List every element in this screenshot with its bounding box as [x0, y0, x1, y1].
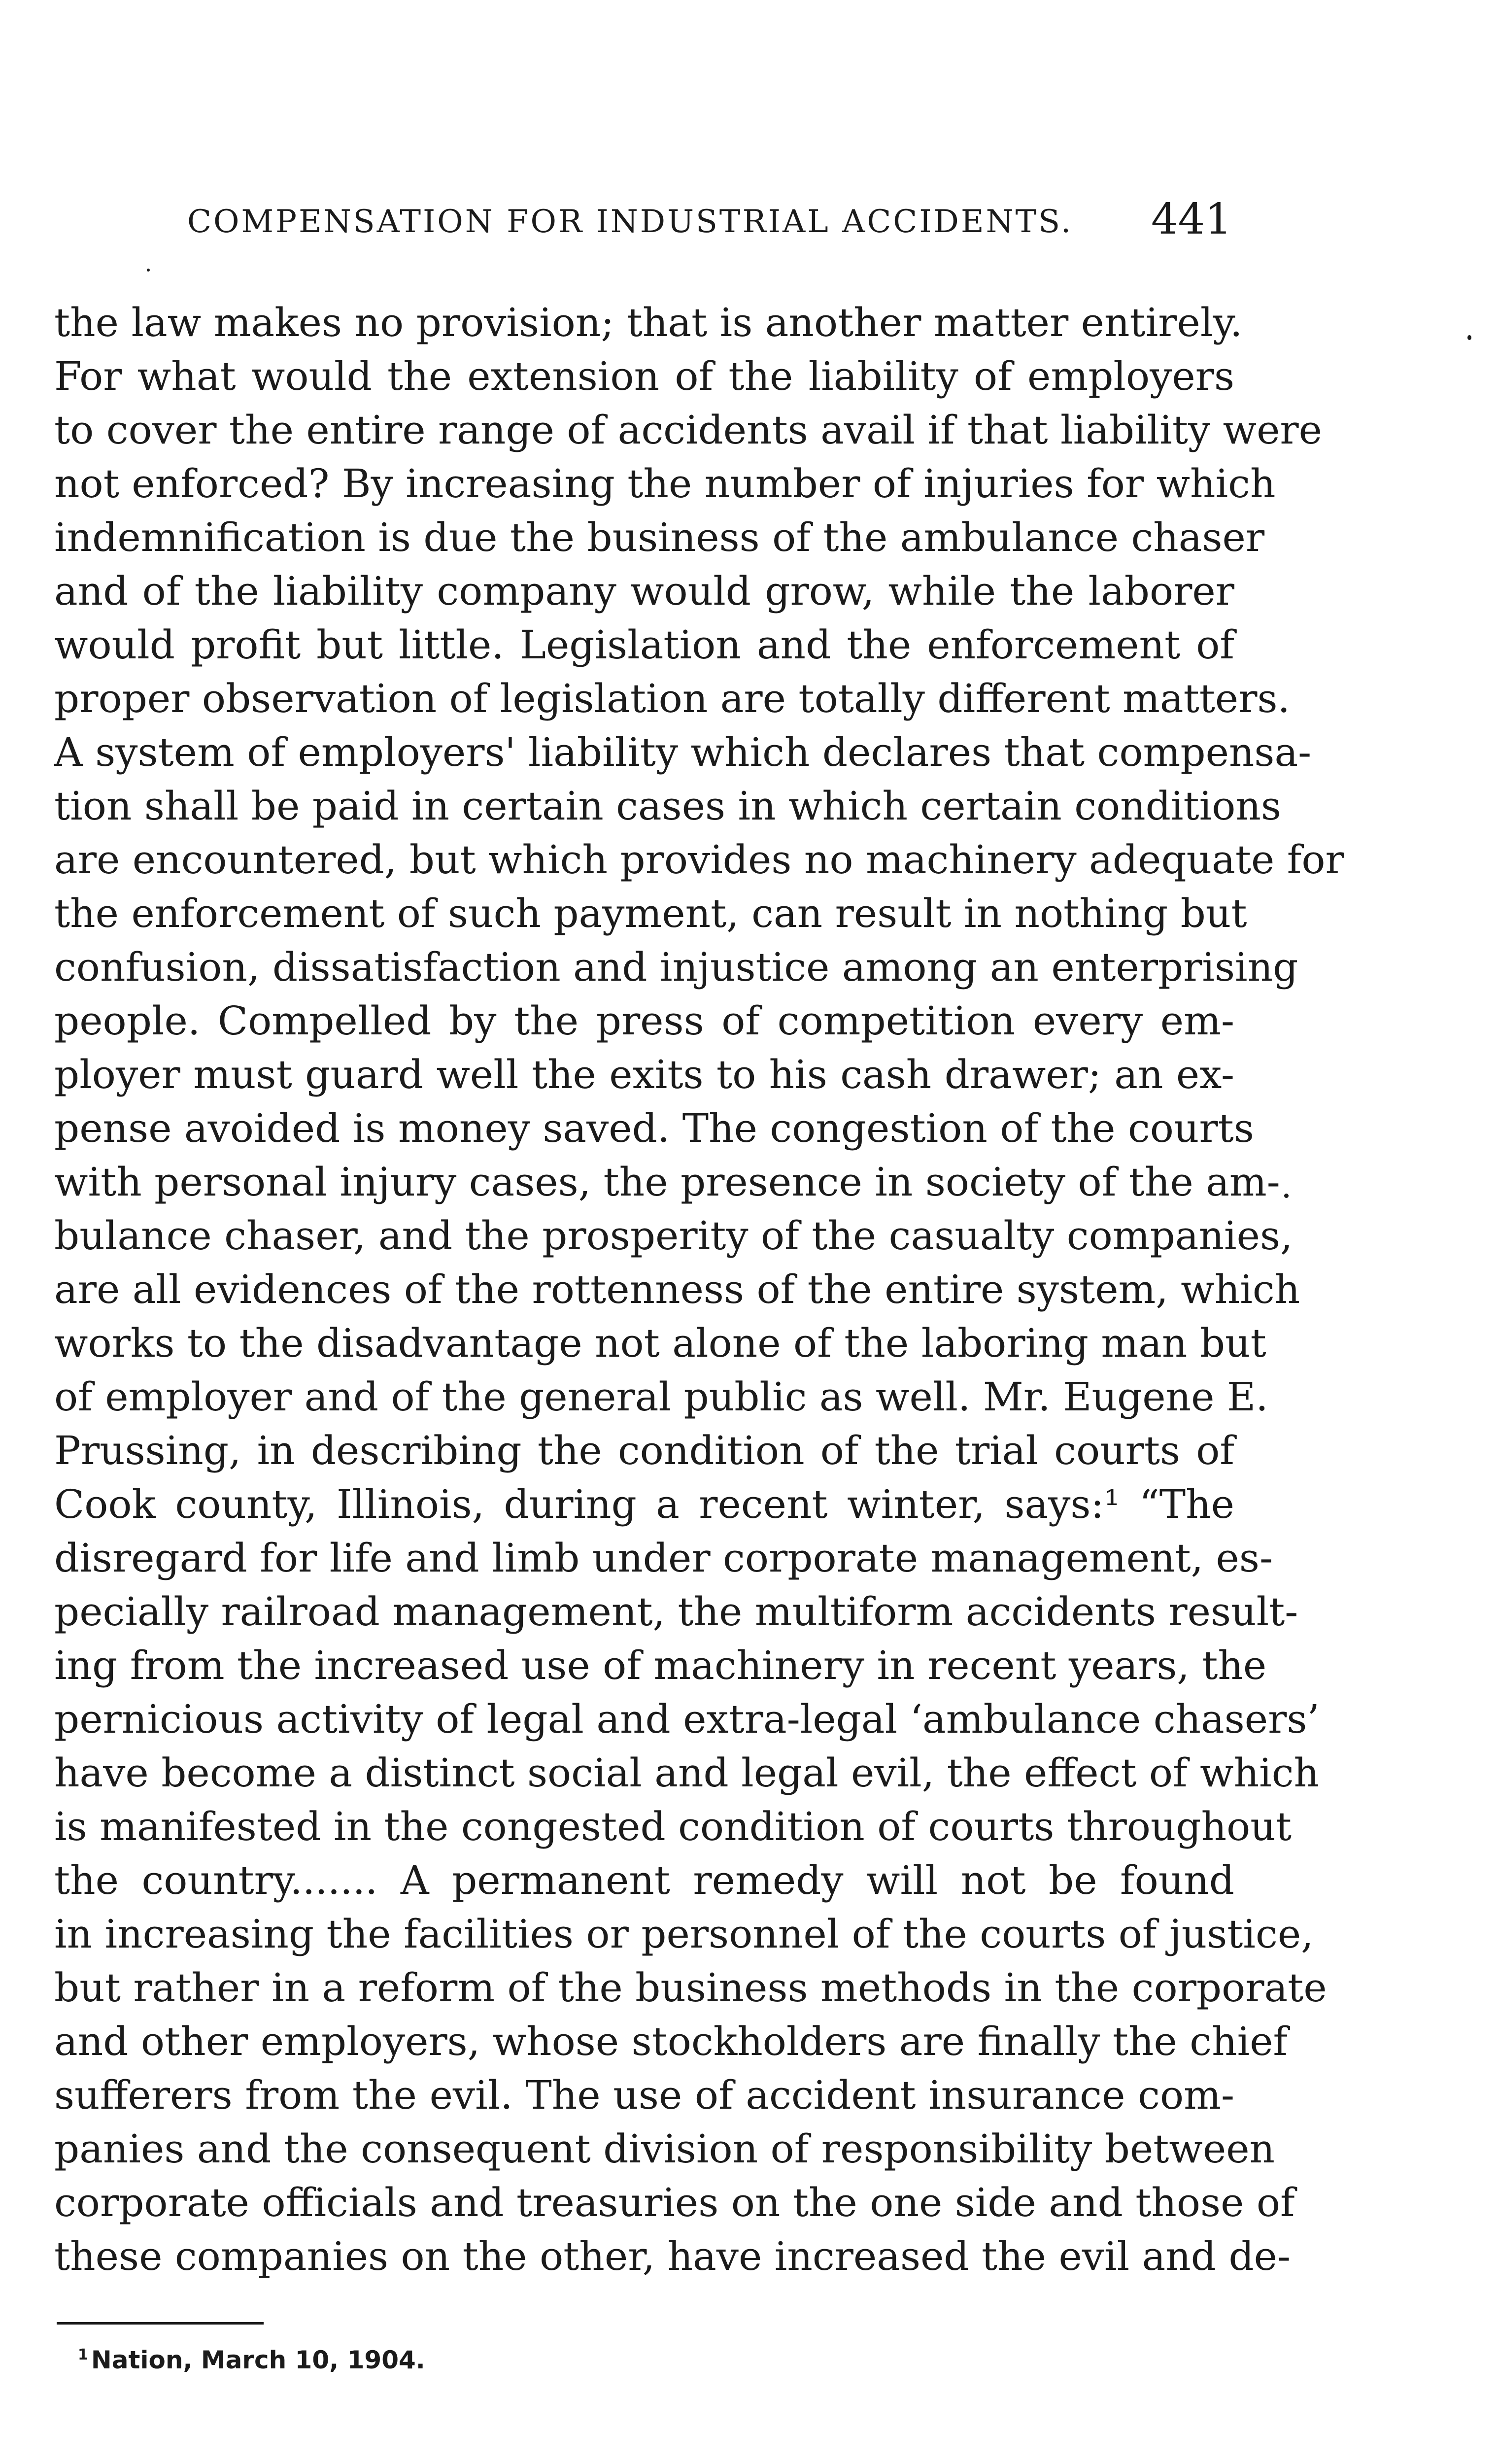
text-line: indemnification is due the business of the ambulance chaser	[54, 514, 1265, 560]
text-line: corporate officials and treasuries on the one side and those of	[54, 2180, 1295, 2225]
text-line: and other employers, whose stockholders are finally the chief	[54, 2019, 1288, 2064]
text-line: are all evidences of the rottenness of the entire system, which	[54, 1266, 1300, 1312]
footnote-marker: 1	[78, 2346, 88, 2363]
text-line: of employer and of the general public as well. Mr. Eugene E.	[54, 1374, 1268, 1420]
text-line: not enforced? By increasing the number of injuries for which	[54, 461, 1276, 507]
text-line: proper observation of legislation are totally different matters.	[54, 676, 1290, 721]
footnote-text: Nation, March 10, 1904.	[91, 2346, 425, 2374]
print-speck	[1467, 335, 1471, 340]
text-line: pense avoided is money saved. The congestion of the courts	[54, 1105, 1254, 1151]
text-line: have become a distinct social and legal evil, the effect of which	[54, 1750, 1320, 1796]
text-line: sufferers from the evil. The use of accident insurance com-	[54, 2072, 1234, 2118]
text-line: people. Compelled by the press of competition every em-	[54, 998, 1234, 1044]
text-line: pernicious activity of legal and extra-legal ‘ambulance chasers’	[54, 1696, 1320, 1742]
text-line: are encountered, but which provides no machinery adequate for	[54, 837, 1344, 883]
footnote	[78, 2346, 425, 2374]
running-head	[187, 195, 1232, 254]
text-line: to cover the entire range of accidents avail if that liability were	[54, 407, 1323, 453]
text-line: these companies on the other, have increased the evil and de-	[54, 2233, 1291, 2279]
text-line: and of the liability company would grow, while the laborer	[54, 568, 1234, 614]
text-line: bulance chaser, and the prosperity of the casualty companies,	[54, 1213, 1293, 1259]
body-text	[54, 296, 1344, 2283]
text-line: is manifested in the congested condition of courts throughout	[54, 1804, 1292, 1849]
text-line: Prussing, in describing the condition of the trial courts of	[54, 1428, 1234, 1473]
text-line: the country....... A permanent remedy will not be found	[54, 1857, 1234, 1903]
footnote-rule	[57, 2322, 264, 2325]
text-line: the enforcement of such payment, can result in nothing but	[54, 890, 1247, 936]
text-line: works to the disadvantage not alone of the laboring man but	[54, 1320, 1266, 1366]
text-line: panies and the consequent division of responsibility between	[54, 2126, 1275, 2172]
text-line: A system of employers' liability which declares that compensa-	[54, 729, 1312, 775]
text-line: with personal injury cases, the presence in society of the am-	[54, 1159, 1280, 1205]
text-line: Cook county, Illinois, during a recent winter, says:¹ “The	[54, 1481, 1234, 1527]
text-line: ing from the increased use of machinery in recent years, the	[54, 1643, 1267, 1688]
text-line: would profit but little. Legislation and the enforcement of	[54, 622, 1234, 668]
text-line: pecially railroad management, the multiform accidents result-	[54, 1589, 1298, 1635]
text-line: disregard for life and limb under corporate management, es-	[54, 1535, 1273, 1581]
text-line: but rather in a reform of the business methods in the corporate	[54, 1965, 1327, 2011]
print-speck	[147, 269, 150, 272]
running-title: COMPENSATION FOR INDUSTRIAL ACCIDENTS.	[187, 204, 1073, 240]
text-line: in increasing the facilities or personnel of the courts of justice,	[54, 1911, 1314, 1957]
page-number: 441	[1151, 195, 1232, 244]
text-line: ployer must guard well the exits to his cash drawer; an ex-	[54, 1052, 1234, 1097]
text-line: the law makes no provision; that is another matter entirely.	[54, 300, 1243, 345]
text-line: tion shall be paid in certain cases in which certain conditions	[54, 783, 1281, 829]
print-speck	[1284, 1194, 1289, 1198]
text-line: confusion, dissatisfaction and injustice among an enterprising	[54, 944, 1298, 990]
text-line: For what would the extension of the liability of employers	[54, 353, 1234, 399]
